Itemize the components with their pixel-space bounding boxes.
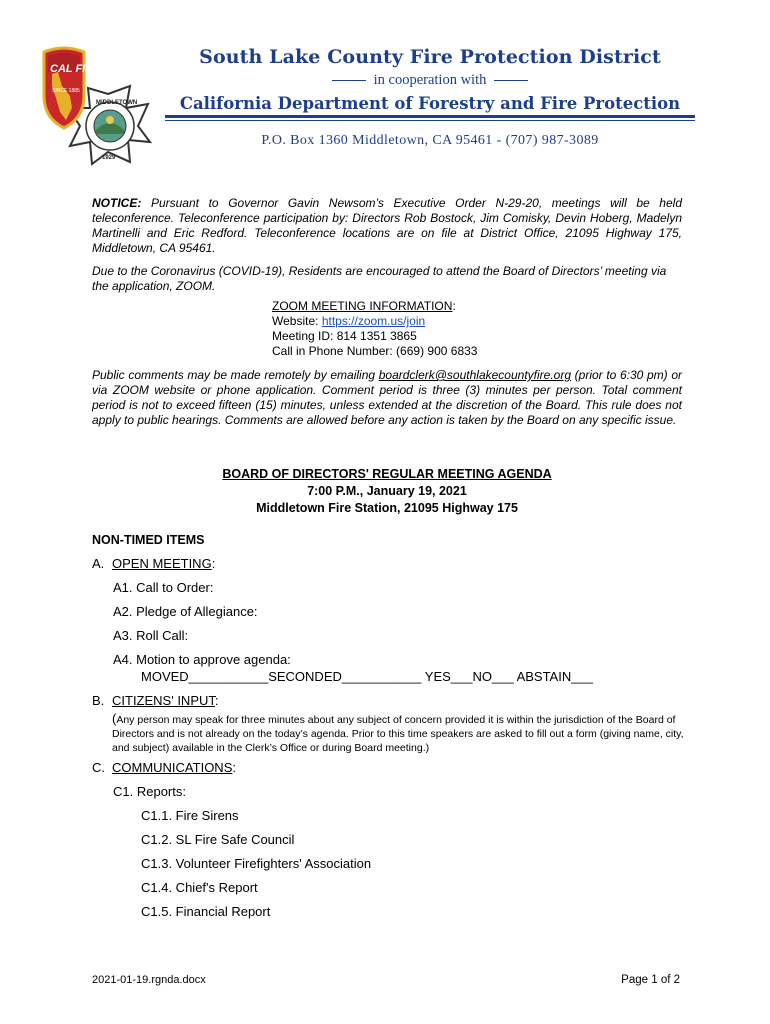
zoom-website-label: Website: (272, 314, 322, 328)
item-c1-5: C1.5. Financial Report (141, 904, 271, 919)
item-c1-1: C1.1. Fire Sirens (141, 808, 239, 823)
section-c-letter: C. (92, 760, 105, 775)
zoom-phone: Call in Phone Number: (669) 900 6833 (272, 344, 478, 358)
zoom-website-link[interactable]: https://zoom.us/join (321, 314, 426, 328)
letterhead (165, 46, 695, 113)
section-c-colon: : (232, 760, 236, 775)
zoom-meeting-id: Meeting ID: 814 1351 3865 (272, 329, 417, 343)
agenda-heading (92, 466, 682, 517)
item-a1: A1. Call to Order: (113, 580, 214, 595)
section-b-label: CITIZENS' INPUT (112, 693, 215, 708)
agenda-time: 7:00 P.M., January 19, 2021 (307, 484, 467, 498)
org-title: South Lake County Fire Protection District (199, 46, 661, 68)
section-c-label: COMMUNICATIONS (112, 760, 233, 775)
section-b-letter: B. (92, 693, 105, 708)
public-comment-pre: Public comments may be made remotely by emailing (92, 368, 379, 382)
cooperation-line (165, 72, 695, 89)
divider-right (494, 80, 528, 81)
department-title: California Department of Forestry and Fire Protection (179, 94, 681, 113)
zoom-info (272, 299, 477, 359)
section-a-label: OPEN MEETING (112, 556, 212, 571)
item-a4: A4. Motion to approve agenda: (113, 652, 291, 667)
header-rule-thin (165, 120, 695, 121)
item-a2: A2. Pledge of Allegiance: (113, 604, 258, 619)
citizens-input-paren: ( (112, 711, 117, 726)
address-line: P.O. Box 1360 Middletown, CA 95461 - (707) 987-3089 (261, 133, 599, 148)
non-timed-heading: NON-TIMED ITEMS (92, 533, 205, 547)
agency-logos (38, 42, 158, 167)
district-badge-year: 1929 (102, 155, 116, 161)
notice-label: NOTICE: (92, 196, 142, 210)
logo-area (38, 42, 158, 167)
item-a3: A3. Roll Call: (113, 628, 189, 643)
covid-paragraph: Due to the Coronavirus (COVID-19), Residents are encouraged to attend the Board of Directors’ meeting via the application, ZOOM. (92, 264, 667, 293)
citizens-input-text: Any person may speak for three minutes about any subject of concern provided it is within the jurisdiction of the Board of Directors and is not already on the today’s agenda. Prior to this time speakers are asked to fill out a form (giving name, city, and subject) available in the Clerk’s Office or during Board meeting.) (112, 714, 684, 754)
header-rule (165, 115, 695, 118)
public-comment-paragraph (92, 368, 682, 428)
section-a-heading (112, 556, 215, 572)
zoom-heading-colon: : (452, 299, 456, 313)
section-b-heading (112, 693, 219, 709)
cooperation-text: in cooperation with (373, 72, 487, 88)
public-comment-post: (prior to 6:30 pm) or via ZOOM website or phone application. Comment period is three (3) minutes per person. Total comment period is not to exceed fifteen (15) minutes, unless extended at the discretion of the Board. This rule does not apply to public hearings. Comments are allowed before any action is taken by the Board on any specific issue. (92, 368, 682, 427)
calfire-text: CAL FIRE (50, 63, 101, 75)
clerk-email-link[interactable]: boardclerk@southlakecountyfire.org (378, 368, 571, 382)
item-c1-2: C1.2. SL Fire Safe Council (141, 832, 295, 847)
item-a4-vote-line: MOVED___________SECONDED___________ YES___NO___ ABSTAIN___ (141, 669, 593, 684)
agenda-location: Middletown Fire Station, 21095 Highway 175 (256, 501, 518, 515)
section-b-colon: : (214, 693, 219, 708)
agenda-title: BOARD OF DIRECTORS' REGULAR MEETING AGENDA (222, 467, 552, 481)
citizens-input-note (112, 712, 684, 755)
zoom-heading: ZOOM MEETING INFORMATION (272, 299, 453, 313)
footer-page-number: Page 1 of 2 (621, 974, 680, 986)
divider-left (332, 80, 366, 81)
item-c1: C1. Reports: (113, 784, 186, 799)
item-c1-4: C1.4. Chief's Report (141, 880, 258, 895)
item-c1-3: C1.3. Volunteer Firefighters' Association (141, 856, 372, 871)
section-c-heading (112, 760, 236, 776)
notice-text: Pursuant to Governor Gavin Newsom’s Executive Order N-29-20, meetings will be held teleconference. Teleconference participation by: Directors Rob Bostock, Jim Comisky, Devin Hoberg, Madelyn Martinelli and Eric Redford. Teleconference locations are on file at District Office, 21095 Highway 175, Middletown, CA 95461. (92, 196, 682, 255)
notice-paragraph (92, 196, 682, 256)
district-badge-top-text: MIDDLETOWN (96, 100, 138, 106)
calfire-since: SINCE 1885 (52, 88, 80, 94)
footer-filename: 2021-01-19.rgnda.docx (92, 974, 206, 986)
section-a-colon: : (211, 556, 216, 571)
section-a-letter: A. (92, 556, 105, 571)
